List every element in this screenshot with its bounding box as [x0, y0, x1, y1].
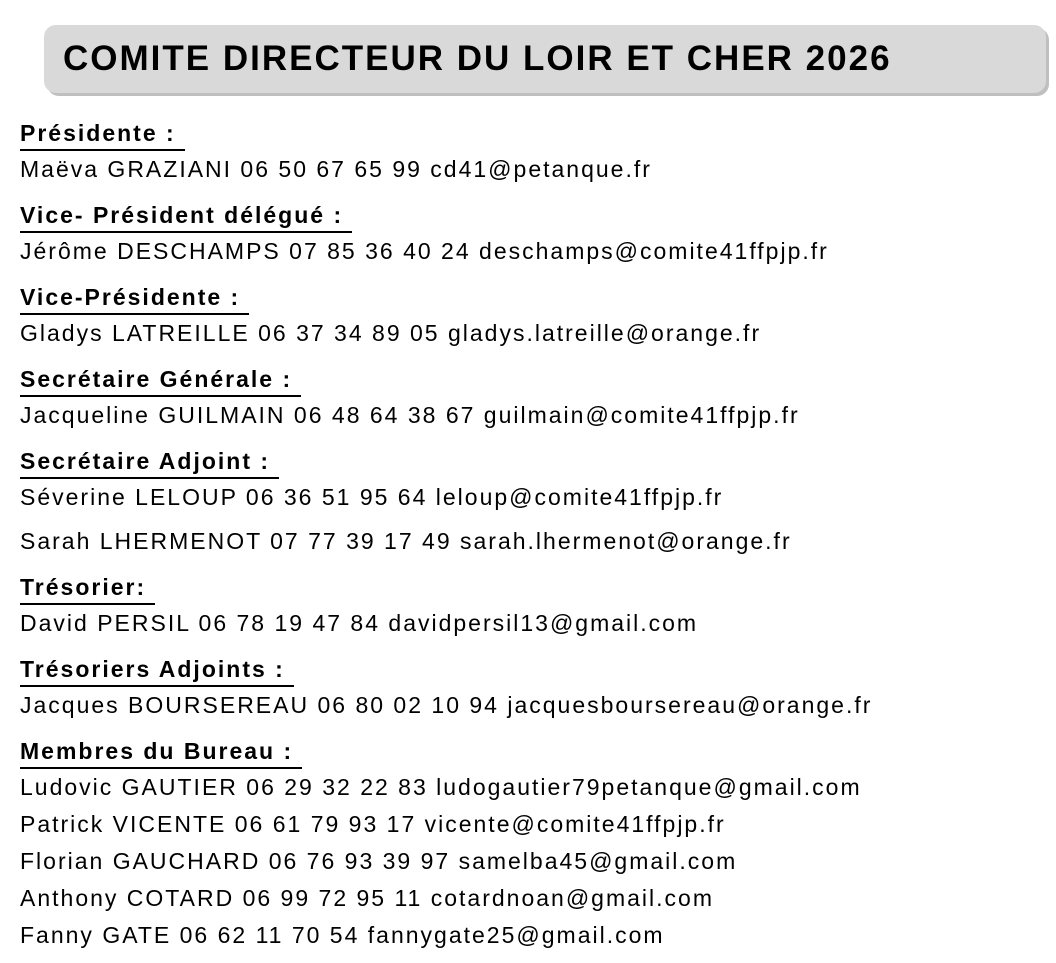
member-contact: Florian GAUCHARD 06 76 93 39 97 samelba45@gmail.com — [20, 848, 738, 874]
section-membres-du-bureau — [20, 736, 1056, 953]
section-heading: Présidente : — [20, 118, 1056, 151]
section-heading: Vice-Présidente : — [20, 282, 1056, 315]
page-title: COMITE DIRECTEUR DU LOIR ET CHER 2026 — [63, 39, 892, 78]
section-tresoriers-adjoints — [20, 654, 1056, 723]
member-contact: Ludovic GAUTIER 06 29 32 22 83 ludogautier79petanque@gmail.com — [20, 774, 862, 800]
committee-list — [0, 93, 1056, 953]
member-contact: Maëva GRAZIANI 06 50 67 65 99 cd41@petanque.fr — [20, 156, 652, 182]
member-contact: Sarah LHERMENOT 07 77 39 17 49 sarah.lhermenot@orange.fr — [20, 528, 792, 554]
section-heading: Membres du Bureau : — [20, 736, 1056, 769]
section-heading: Vice- Président délégué : — [20, 200, 1056, 233]
section-vice-presidente — [20, 282, 1056, 351]
section-heading: Secrétaire Générale : — [20, 364, 1056, 397]
section-heading: Trésorier: — [20, 572, 1056, 605]
member-contact: Jérôme DESCHAMPS 07 85 36 40 24 deschamps@comite41ffpjp.fr — [20, 238, 829, 264]
member-contact: Anthony COTARD 06 99 72 95 11 cotardnoan@gmail.com — [20, 885, 714, 911]
section-secretaire-adjoint — [20, 446, 1056, 559]
section-secretaire-generale — [20, 364, 1056, 433]
member-contact: Jacques BOURSEREAU 06 80 02 10 94 jacquesboursereau@orange.fr — [20, 692, 873, 718]
member-contact: Gladys LATREILLE 06 37 34 89 05 gladys.latreille@orange.fr — [20, 320, 762, 346]
section-presidente — [20, 118, 1056, 187]
section-heading: Trésoriers Adjoints : — [20, 654, 1056, 687]
section-tresorier — [20, 572, 1056, 641]
member-contact: David PERSIL 06 78 19 47 84 davidpersil13@gmail.com — [20, 610, 699, 636]
section-heading: Secrétaire Adjoint : — [20, 446, 1056, 479]
section-vice-president-delegue — [20, 200, 1056, 269]
member-contact: Fanny GATE 06 62 11 70 54 fannygate25@gmail.com — [20, 922, 665, 948]
member-contact: Jacqueline GUILMAIN 06 48 64 38 67 guilmain@comite41ffpjp.fr — [20, 402, 800, 428]
member-contact: Patrick VICENTE 06 61 79 93 17 vicente@comite41ffpjp.fr — [20, 811, 726, 837]
member-contact: Séverine LELOUP 06 36 51 95 64 leloup@comite41ffpjp.fr — [20, 484, 724, 510]
title-banner — [44, 25, 1046, 93]
